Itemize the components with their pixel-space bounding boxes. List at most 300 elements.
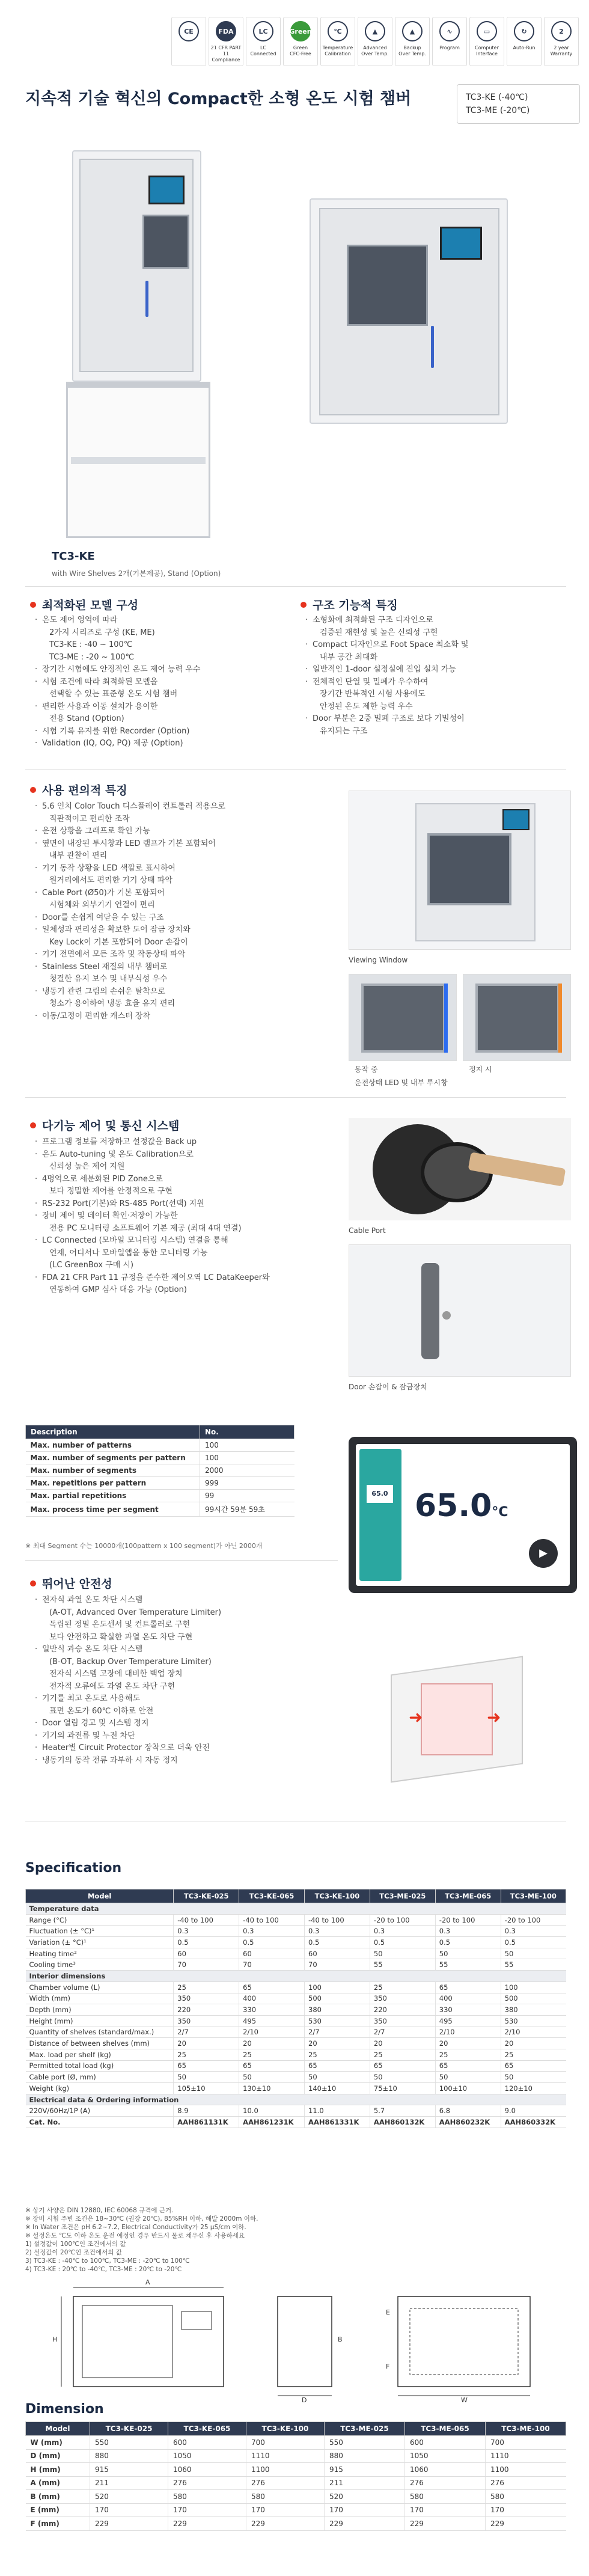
arrow-icon: ➜	[487, 1707, 501, 1727]
table-cell: 25	[305, 2049, 370, 2060]
table-group-cell: Electrical data & Ordering information	[26, 2094, 566, 2105]
dimension-title-text: Dimension	[25, 2402, 104, 2417]
table-cell: 380	[501, 2004, 566, 2016]
table-cell: Max. partial repetitions	[26, 1490, 200, 1502]
table-cell: 2/10	[239, 2027, 305, 2038]
table-cell: 2000	[200, 1464, 294, 1477]
list-item: · Validation (IQ, OQ, PQ) 제공 (Option)	[35, 738, 287, 750]
table-row	[26, 2049, 566, 2060]
table-cell: 350	[370, 2015, 435, 2027]
table-row	[26, 1981, 566, 1993]
table-cell: 65	[239, 1981, 305, 1993]
table-cell: 2/10	[435, 2027, 501, 2038]
table-cell: 170	[404, 2503, 485, 2517]
table-cell: Permitted total load (kg)	[26, 2060, 174, 2072]
table-cell: 520	[324, 2490, 404, 2504]
caption-led: 운전상태 LED 및 내부 투시창	[355, 1078, 448, 1087]
table-cell: 120±10	[501, 2083, 566, 2094]
table-cell: 50	[370, 1948, 435, 1959]
cable-port-photo	[349, 1118, 571, 1220]
section-title-text: 최적화된 모델 구성	[42, 599, 139, 612]
badge-label: 21 CFR PART 11 Compliance	[210, 45, 242, 63]
table-cell: Cat. No.	[26, 2117, 174, 2128]
list-item: · 시험 기록 유지를 위한 Recorder (Option)	[35, 726, 287, 738]
table-cell: 100±10	[435, 2083, 501, 2094]
table-cell: 20	[501, 2038, 566, 2049]
feature-badge	[395, 17, 430, 66]
badge-label: Auto-Run	[513, 45, 536, 50]
table-row	[26, 2449, 566, 2463]
list-item: TC3-KE : -40 ~ 100℃	[49, 640, 133, 649]
table-row	[26, 2027, 566, 2038]
bullet-dot	[30, 1580, 36, 1586]
caption-cable-port: Cable Port	[349, 1226, 386, 1235]
table-header: TC3-ME-025	[370, 1889, 435, 1903]
table-cell: 1100	[485, 2463, 566, 2477]
spec-note: 4) TC3-KE : 20℃ to -40℃, TC3-ME : 20℃ to -20℃	[25, 2266, 182, 2273]
table-cell: 170	[246, 2503, 324, 2517]
list-item: · 냉동기의 동작 전류 과부하 시 자동 정지	[35, 1755, 335, 1767]
table-header: TC3-KE-025	[174, 1889, 239, 1903]
list-item: 표면 온도가 60℃ 이하로 안전	[49, 1706, 154, 1716]
list-item: 보다 안전하고 확실한 과열 온도 차단 구현	[49, 1632, 193, 1642]
table-cell: 0.3	[239, 1926, 305, 1937]
table-row	[26, 1490, 294, 1502]
table-cell: 500	[501, 1993, 566, 2004]
table-cell: E (mm)	[26, 2503, 90, 2517]
table-cell: 0.5	[174, 1937, 239, 1948]
list-item: · FDA 21 CFR Part 11 규정을 준수한 제어오역 LC DataKeeper와	[35, 1272, 347, 1285]
table-cell: 550	[90, 2436, 168, 2450]
list-item: · Door 열림 경고 및 시스템 정지	[35, 1718, 335, 1730]
table-cell: 100	[200, 1452, 294, 1464]
table-row	[26, 2517, 566, 2531]
table-cell: 1050	[404, 2449, 485, 2463]
table-cell: -40 to 100	[239, 1914, 305, 1926]
table-cell: F (mm)	[26, 2517, 90, 2531]
list-item: 독립된 정밀 온도센서 및 컨트롤러로 구현	[49, 1620, 191, 1629]
badge-icon: Green	[290, 21, 311, 41]
table-cell: 700	[485, 2436, 566, 2450]
list-item: 원거리에서도 편리한 기기 상태 파악	[49, 876, 172, 885]
spec-note: 2) 설정값이 20℃인 조건에서의 값	[25, 2249, 122, 2256]
list-item: · Stainless Steel 재질의 내부 챔버로	[35, 961, 299, 974]
table-cell: 25	[370, 1981, 435, 1993]
section-convenience-list	[35, 801, 299, 1023]
badge-label: Advanced Over Temp.	[361, 45, 389, 57]
table-header: TC3-ME-025	[324, 2422, 404, 2436]
table-cell: 50	[174, 2072, 239, 2083]
table-group-row	[26, 2094, 566, 2105]
table-cell: 170	[168, 2503, 246, 2517]
table-cell: 915	[90, 2463, 168, 2477]
table-cell: 276	[246, 2476, 324, 2490]
table-cell: 25	[239, 2049, 305, 2060]
table-cell: 20	[174, 2038, 239, 2049]
table-cell: 220	[174, 2004, 239, 2016]
table-header: TC3-KE-100	[305, 1889, 370, 1903]
table-cell: 25	[174, 1981, 239, 1993]
table-cell: AAH860232K	[435, 2117, 501, 2128]
table-cell: Fluctuation (± °C)¹	[26, 1926, 174, 1937]
divider	[25, 769, 566, 770]
model-item: TC3-ME (-20℃)	[466, 106, 530, 115]
list-item: · 장비 제어 및 데이터 확인·저장이 가능한	[35, 1210, 347, 1223]
label-a: A	[145, 2278, 150, 2286]
table-cell: 0.5	[501, 1937, 566, 1948]
feature-badge	[544, 17, 579, 66]
list-item: · 4명역으로 세분화된 PID Zone으로	[35, 1173, 347, 1186]
divider	[25, 1560, 338, 1561]
table-cell: 520	[90, 2490, 168, 2504]
table-cell: 530	[501, 2015, 566, 2027]
table-cell: Variation (± °C)¹	[26, 1937, 174, 1948]
table-cell: 65	[435, 1981, 501, 1993]
spec-notes	[25, 2206, 258, 2274]
table-cell: 229	[324, 2517, 404, 2531]
table-cell: 2/10	[501, 2027, 566, 2038]
table-cell: A (mm)	[26, 2476, 90, 2490]
table-cell: 50	[435, 1948, 501, 1959]
dimension-table	[25, 2422, 566, 2531]
table-cell: Max. number of segments	[26, 1464, 200, 1477]
table-cell: Width (mm)	[26, 1993, 174, 2004]
list-item: 보다 정밀한 제어를 안정적으로 구현	[49, 1187, 172, 1196]
table-cell: 500	[305, 1993, 370, 2004]
table-cell: 495	[239, 2015, 305, 2027]
table-cell: 65	[435, 2060, 501, 2072]
table-row	[26, 2476, 566, 2490]
table-cell: 0.5	[435, 1937, 501, 1948]
table-cell: W (mm)	[26, 2436, 90, 2450]
temperature-value: 65.0	[415, 1488, 492, 1524]
spec-title-text: Specification	[25, 1861, 122, 1876]
list-item: 장기간 반복적인 시험 사용에도	[320, 690, 426, 699]
table-cell: Max. number of segments per pattern	[26, 1452, 200, 1464]
table-cell: 880	[324, 2449, 404, 2463]
table-cell: 0.5	[370, 1937, 435, 1948]
table-cell: 50	[501, 1948, 566, 1959]
badge-label: Backup Over Temp.	[398, 45, 426, 57]
feature-badge	[507, 17, 542, 66]
table-cell: D (mm)	[26, 2449, 90, 2463]
list-item: · 장기간 시험에도 안정적인 온도 제어 능력 우수	[35, 664, 287, 676]
table-row	[26, 1477, 294, 1490]
table-cell: 580	[404, 2490, 485, 2504]
table-cell: 220V/60Hz/1P (A)	[26, 2105, 174, 2117]
table-cell: 276	[404, 2476, 485, 2490]
list-item: 전용 Stand (Option)	[49, 714, 124, 723]
feature-badge	[432, 17, 467, 66]
table-row	[26, 2004, 566, 2016]
table-row	[26, 2490, 566, 2504]
badge-icon: FDA	[216, 21, 236, 41]
list-item: (A-OT, Advanced Over Temperature Limiter)	[49, 1608, 222, 1617]
badge-icon: ▭	[477, 21, 497, 41]
list-item: 연동하여 GMP 심사 대응 가능 (Option)	[49, 1285, 187, 1294]
list-item: · 5.6 인치 Color Touch 디스플레이 컨트롤러 적용으로	[35, 801, 299, 813]
table-header: TC3-KE-025	[90, 2422, 168, 2436]
table-header: TC3-ME-065	[435, 1889, 501, 1903]
label-h: H	[52, 2336, 58, 2343]
list-item: · 일체성과 편리성을 확보한 도어 잠금 장치와	[35, 924, 299, 937]
sv-value: 65.0	[367, 1485, 393, 1503]
spec-note: ※ In Water 조건은 pH 6.2~7.2, Electrical Conductivity가 25 μS/cm 이하.	[25, 2224, 246, 2231]
table-row	[26, 1452, 294, 1464]
table-row	[26, 2117, 566, 2128]
table-cell: 5.7	[370, 2105, 435, 2117]
table-row	[26, 2072, 566, 2083]
arrow-icon: ➜	[409, 1707, 423, 1727]
table-cell: 20	[239, 2038, 305, 2049]
table-cell: 229	[485, 2517, 566, 2531]
bullet-dot	[30, 787, 36, 793]
spec-note: 1) 설정값이 100℃인 조건에서의 값	[25, 2241, 126, 2248]
list-item: · 운전 상황을 그래프로 확인 가능	[35, 825, 299, 838]
table-cell: 75±10	[370, 2083, 435, 2094]
table-cell: 55	[435, 1959, 501, 1971]
table-cell: 6.8	[435, 2105, 501, 2117]
table-cell: 0.5	[305, 1937, 370, 1948]
divider	[25, 1097, 566, 1098]
table-cell: Quantity of shelves (standard/max.)	[26, 2027, 174, 2038]
airflow-diagram	[367, 1653, 565, 1791]
table-cell: 25	[370, 2049, 435, 2060]
section-control-list	[35, 1136, 347, 1297]
dimension-title	[25, 2402, 104, 2417]
list-item: 2가지 시리즈로 구성 (KE, ME)	[49, 628, 155, 637]
table-cell: 600	[168, 2436, 246, 2450]
table-row	[26, 1993, 566, 2004]
table-cell: 2/7	[174, 2027, 239, 2038]
table-cell: 220	[370, 2004, 435, 2016]
table-cell: 0.3	[501, 1926, 566, 1937]
table-row	[26, 1959, 566, 1971]
list-item: · Cable Port (Ø50)가 기본 포함되어	[35, 887, 299, 900]
table-cell: 65	[174, 2060, 239, 2072]
table-header: TC3-ME-100	[485, 2422, 566, 2436]
table-cell: -40 to 100	[305, 1914, 370, 1926]
table-cell: 1050	[168, 2449, 246, 2463]
table-cell: 170	[90, 2503, 168, 2517]
list-item: 전자식 시스템 고장에 대비한 백업 장치	[49, 1669, 183, 1678]
list-item: · 이동/고정이 편리한 캐스터 장착	[35, 1011, 299, 1023]
table-row	[26, 1937, 566, 1948]
list-item: · 온도 제어 영역에 따라	[35, 614, 287, 627]
table-cell: 880	[90, 2449, 168, 2463]
table-cell: 0.3	[174, 1926, 239, 1937]
table-cell: Max. process time per segment	[26, 1502, 200, 1517]
table-cell: 25	[174, 2049, 239, 2060]
table-cell: 1110	[485, 2449, 566, 2463]
table-header: Model	[26, 2422, 90, 2436]
table-header: TC3-KE-100	[246, 2422, 324, 2436]
list-item: 신뢰성 높은 제어 지원	[49, 1162, 125, 1171]
spec-note: ※ 장비 시험 주변 조건은 18~30℃ (권장 20℃), 85%RH 이하, 해발 2000m 이하.	[25, 2215, 258, 2223]
table-cell: 2/7	[305, 2027, 370, 2038]
table-cell: 99시간 59분 59초	[200, 1502, 294, 1517]
table-cell: 330	[239, 2004, 305, 2016]
list-item: (B-OT, Backup Over Temperature Limiter)	[49, 1657, 212, 1666]
table-cell: 380	[305, 2004, 370, 2016]
table-cell: H (mm)	[26, 2463, 90, 2477]
caption-viewing-window: Viewing Window	[349, 956, 408, 964]
table-cell: 55	[370, 1959, 435, 1971]
section-safety-title	[30, 1575, 112, 1591]
section-title-text: 사용 편의적 특징	[42, 784, 127, 797]
list-item: · 편리한 사용과 이동 설치가 용이한	[35, 701, 287, 714]
badge-icon: LC	[253, 21, 273, 41]
table-cell: Depth (mm)	[26, 2004, 174, 2016]
spec-table	[25, 1889, 566, 2128]
table-cell: 330	[435, 2004, 501, 2016]
badge-icon: ▲	[365, 21, 385, 41]
table-cell: 229	[246, 2517, 324, 2531]
list-item: 내부 관찰이 편리	[49, 851, 108, 860]
table-cell: 495	[435, 2015, 501, 2027]
spec-note: 3) TC3-KE : -40℃ to 100℃, TC3-ME : -20℃ to 100℃	[25, 2257, 190, 2265]
table-cell: 11.0	[305, 2105, 370, 2117]
spec-note: ※ 상기 사양은 DIN 12880, IEC 60068 규격에 근거.	[25, 2207, 174, 2214]
section-title-text: 구조 기능적 특징	[313, 599, 398, 612]
caption-stopped: 정지 시	[469, 1065, 492, 1074]
list-item: 청결한 유지 보수 및 내부식성 우수	[49, 974, 168, 984]
feature-badge	[171, 17, 206, 66]
table-cell: 1110	[246, 2449, 324, 2463]
bullet-dot	[30, 1122, 36, 1128]
table-cell: AAH861131K	[174, 2117, 239, 2128]
program-table-header: Description	[26, 1425, 200, 1439]
table-cell: 1060	[404, 2463, 485, 2477]
table-cell: 60	[239, 1948, 305, 1959]
list-item: · 프로그램 정보를 저장하고 설정값을 Back up	[35, 1136, 347, 1149]
table-cell: Heating time²	[26, 1948, 174, 1959]
product-caption-sub: with Wire Shelves 2개(기본제공), Stand (Option)	[52, 569, 221, 578]
list-item: 유지되는 구조	[320, 726, 368, 736]
table-cell: 0.3	[305, 1926, 370, 1937]
table-cell: 915	[324, 2463, 404, 2477]
table-cell: 50	[501, 2072, 566, 2083]
table-cell: 170	[324, 2503, 404, 2517]
section-structure-title	[301, 596, 398, 613]
list-item: 내부 공간 최대화	[320, 652, 378, 662]
table-cell: 140±10	[305, 2083, 370, 2094]
table-row	[26, 2503, 566, 2517]
section-control-title	[30, 1117, 179, 1133]
table-cell: 65	[501, 2060, 566, 2072]
controller-display	[349, 1437, 577, 1593]
page-title: 지속적 기술 혁신의 Compact한 소형 온도 시험 챔버	[25, 90, 412, 108]
table-cell: 530	[305, 2015, 370, 2027]
table-cell: Height (mm)	[26, 2015, 174, 2027]
table-cell: 211	[324, 2476, 404, 2490]
table-cell: 70	[305, 1959, 370, 1971]
list-item: · 기기 동작 상황을 LED 색깔로 표시하여	[35, 863, 299, 875]
list-item: · 기기의 과전류 및 누전 차단	[35, 1730, 335, 1743]
list-item: 전용 PC 모니터링 소프트웨어 기본 제공 (최대 4대 연결)	[49, 1223, 242, 1233]
table-cell: -20 to 100	[435, 1914, 501, 1926]
list-item: TC3-ME : -20 ~ 100℃	[49, 652, 135, 662]
list-item: · 전자식 과열 온도 차단 시스템	[35, 1594, 335, 1607]
table-row	[26, 2038, 566, 2049]
section-optimized-title	[30, 596, 138, 613]
table-cell: -20 to 100	[501, 1914, 566, 1926]
temperature-readout	[415, 1488, 508, 1524]
table-cell: 580	[485, 2490, 566, 2504]
table-group-row	[26, 1903, 566, 1915]
divider	[25, 586, 566, 587]
table-cell: 70	[239, 1959, 305, 1971]
spec-note: ※ 설정온도 ℃도 이하 온도 운전 예정인 경우 반드시 물로 채우신 후 사용하세요	[25, 2232, 245, 2239]
label-b: B	[338, 2336, 343, 2343]
badge-label: Temperature Calibration	[322, 45, 353, 57]
table-cell: 276	[168, 2476, 246, 2490]
feature-badge	[320, 17, 355, 66]
spec-title	[25, 1861, 121, 1876]
table-cell: 350	[174, 2015, 239, 2027]
product-caption-model: TC3-KE	[52, 550, 95, 563]
table-row	[26, 2105, 566, 2117]
temperature-unit: °C	[492, 1505, 508, 1520]
table-cell: 700	[246, 2436, 324, 2450]
table-cell: 20	[435, 2038, 501, 2049]
table-cell: 25	[501, 2049, 566, 2060]
table-cell: 229	[168, 2517, 246, 2531]
table-cell: 99	[200, 1490, 294, 1502]
list-item: · RS-232 Port(기본)와 RS-485 Port(선택) 지원	[35, 1198, 347, 1211]
table-cell: Distance of between shelves (mm)	[26, 2038, 174, 2049]
badge-icon: ↻	[514, 21, 534, 41]
feature-badge	[209, 17, 243, 66]
table-cell: 20	[305, 2038, 370, 2049]
badge-label: Program	[439, 45, 460, 50]
table-cell: 580	[168, 2490, 246, 2504]
table-cell: 170	[485, 2503, 566, 2517]
table-group-row	[26, 1971, 566, 1982]
table-cell: AAH861231K	[239, 2117, 305, 2128]
list-item: · 냉동기 관련 그림의 손쉬운 탈착으로	[35, 986, 299, 999]
table-cell: -20 to 100	[370, 1914, 435, 1926]
table-row	[26, 1948, 566, 1959]
list-item: (LC GreenBox 구매 시)	[49, 1261, 134, 1270]
bullet-dot	[301, 602, 307, 608]
list-item: · 전체적인 단열 및 밀폐가 우수하여	[305, 676, 570, 689]
bullet-dot	[30, 602, 36, 608]
list-item: · 시험 조건에 따라 최적화된 모델을	[35, 676, 287, 689]
list-item: 안정된 온도 제한 능력 우수	[320, 702, 413, 711]
table-cell: 100	[501, 1981, 566, 1993]
label-f: F	[386, 2363, 390, 2370]
list-item: Key Lock이 기본 포함되어 Door 손잡이	[49, 937, 188, 947]
label-w: W	[461, 2396, 468, 2404]
table-cell: AAH860132K	[370, 2117, 435, 2128]
program-table-header: No.	[200, 1425, 294, 1439]
table-cell: 60	[305, 1948, 370, 1959]
table-cell: 65	[239, 2060, 305, 2072]
list-item: · 소형화에 최적화된 구조 디자인으로	[305, 614, 570, 627]
list-item: · 일반식 과승 온도 차단 시스템	[35, 1644, 335, 1656]
list-item: · 일반적인 1-door 설정실에 진입 설치 가능	[305, 664, 570, 676]
table-cell: Chamber volume (L)	[26, 1981, 174, 1993]
feature-badge	[469, 17, 504, 66]
badge-label: Computer Interface	[475, 45, 499, 57]
table-row	[26, 2060, 566, 2072]
badge-icon: 2	[551, 21, 572, 41]
table-row	[26, 2015, 566, 2027]
section-safety-list	[35, 1594, 335, 1767]
table-cell: Weight (kg)	[26, 2083, 174, 2094]
viewing-window-photo	[349, 791, 571, 950]
